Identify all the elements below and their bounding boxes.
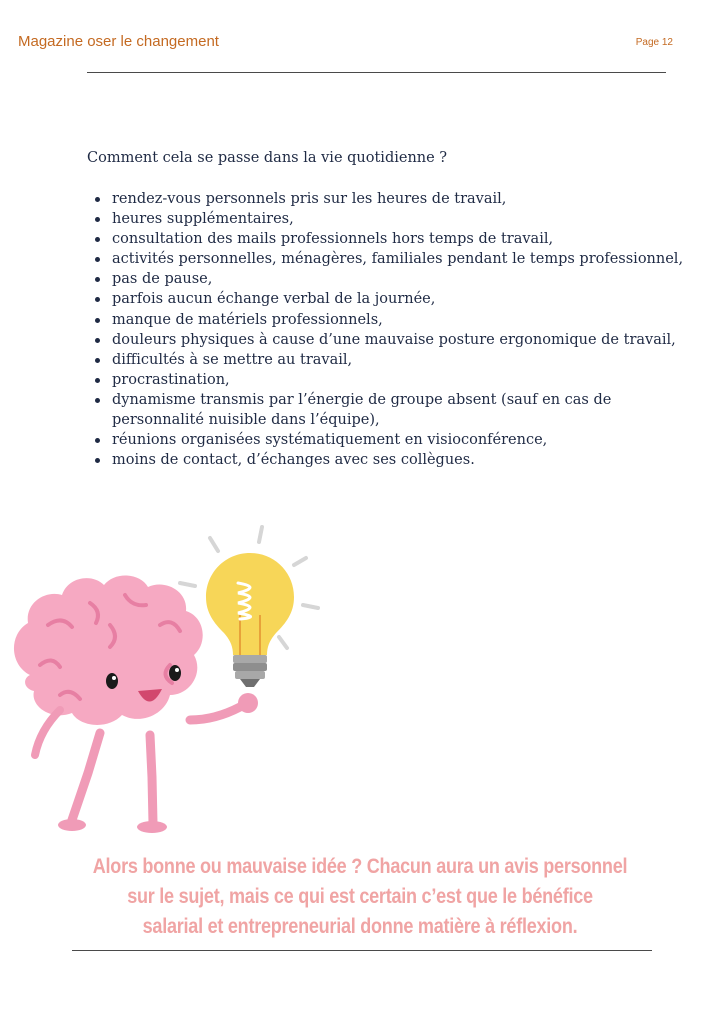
conclusion-line: Alors bonne ou mauvaise idée ? Chacun aura un avis personnel	[92, 855, 628, 878]
list-item: douleurs physiques à cause d’une mauvaise posture ergonomique de travail,	[87, 330, 697, 350]
list-item: pas de pause,	[87, 269, 697, 289]
list-item: réunions organisées systématiquement en visioconférence,	[87, 430, 697, 450]
lightbulb-icon	[206, 553, 294, 687]
page-number: Page 12	[635, 37, 673, 48]
list-item: consultation des mails professionnels hors temps de travail,	[87, 229, 697, 249]
list-item: procrastination,	[87, 370, 697, 390]
list-item: heures supplémentaires,	[87, 209, 697, 229]
conclusion-quote	[85, 852, 635, 942]
header-divider	[87, 72, 666, 73]
left-foot-icon	[58, 819, 86, 831]
list-item: parfois aucun échange verbal de la journée,	[87, 289, 697, 309]
list-item: moins de contact, d’échanges avec ses collègues.	[87, 450, 697, 470]
brain-arm-icon	[190, 693, 258, 720]
brain-icon	[14, 575, 203, 725]
list-item: rendez-vous personnels pris sur les heures de travail,	[87, 189, 697, 209]
list-item: manque de matériels professionnels,	[87, 310, 697, 330]
list-item: activités personnelles, ménagères, familiales pendant le temps professionnel,	[87, 249, 697, 269]
brain-left-arm-icon	[35, 710, 60, 755]
list-item: difficultés à se mettre au travail,	[87, 350, 697, 370]
brain-legs-icon	[72, 733, 153, 823]
bullet-list	[87, 189, 697, 470]
conclusion-line: salarial et entrepreneurial donne matière à réflexion.	[142, 915, 578, 938]
section-intro: Comment cela se passe dans la vie quotidienne ?	[87, 150, 448, 166]
list-item: dynamisme transmis par l’énergie de groupe absent (sauf en cas de	[87, 390, 697, 410]
list-item-text: personnalité nuisible dans l’équipe),	[112, 412, 380, 429]
right-foot-icon	[137, 821, 167, 833]
conclusion-line: sur le sujet, mais ce qui est certain c’est que le bénéfice	[127, 885, 593, 908]
brain-lightbulb-illustration	[0, 515, 340, 845]
list-item-continuation	[87, 410, 697, 430]
magazine-title: Magazine oser le changement	[18, 33, 219, 50]
footer-divider	[72, 950, 652, 951]
